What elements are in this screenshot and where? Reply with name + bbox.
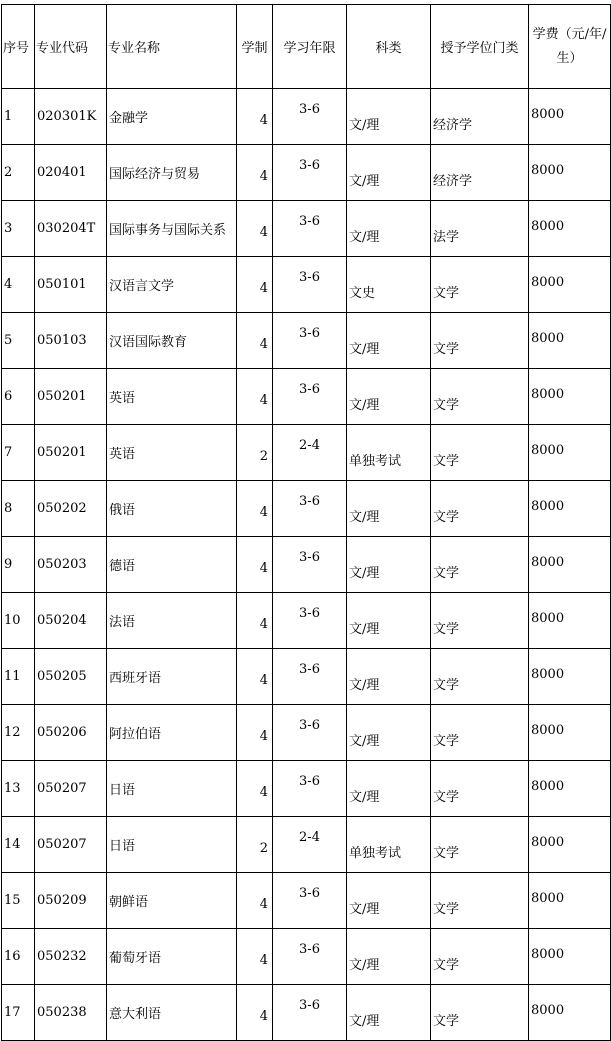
table-row [2,705,611,761]
index-cell [2,369,35,425]
majors-table [1,4,611,1041]
category-cell [347,817,431,873]
table-row [2,201,611,257]
table-row [2,929,611,985]
index-cell [2,761,35,817]
cell-text: 4 [259,169,268,184]
tuition-cell [529,425,611,481]
cell-text: 文学 [433,958,460,973]
tuition-cell [529,313,611,369]
major-name-cell [107,929,237,985]
cell-text: 4 [259,225,268,240]
cell-text: 1 [4,109,13,124]
cell-text: 4 [259,617,268,632]
degree-type-cell [431,481,529,537]
major-code-cell [35,257,107,313]
major-name-cell [107,425,237,481]
major-code-cell [35,313,107,369]
cell-text: 11 [4,669,21,684]
major-code-cell [35,481,107,537]
cell-text: 经济学 [433,174,473,189]
cell-text: 13 [4,781,21,796]
cell-text: 3-6 [299,718,320,733]
cell-text: 文/理 [349,566,380,581]
cell-text: 文学 [433,510,460,525]
study-years-cell [273,425,347,481]
category-cell [347,425,431,481]
category-cell [347,369,431,425]
index-cell [2,201,35,257]
tuition-cell [529,649,611,705]
tuition-cell [529,929,611,985]
cell-text: 14 [4,837,21,852]
degree-type-cell [431,425,529,481]
cell-text: 8000 [531,555,565,570]
cell-text: 17 [4,1005,21,1020]
major-name-cell [107,537,237,593]
cell-text: 国际事务与国际关系 [109,223,227,238]
duration-cell [237,593,273,649]
major-name-cell [107,873,237,929]
study-years-cell [273,761,347,817]
study-years-cell [273,89,347,145]
cell-text: 文/理 [349,1014,380,1029]
table-row [2,873,611,929]
header-category: 科类 [347,5,431,89]
cell-text: 2 [4,165,13,180]
table-row [2,761,611,817]
cell-text: 文/理 [349,958,380,973]
cell-text: 4 [259,337,268,352]
degree-type-cell [431,201,529,257]
cell-text: 文学 [433,566,460,581]
cell-text: 8000 [531,387,565,402]
cell-text: 5 [4,333,13,348]
major-name-cell [107,593,237,649]
cell-text: 文学 [433,398,460,413]
tuition-cell [529,593,611,649]
degree-type-cell [431,145,529,201]
major-code-cell [35,873,107,929]
category-cell [347,649,431,705]
cell-text: 7 [4,445,13,460]
cell-text: 3-6 [299,214,320,229]
cell-text: 8000 [531,947,565,962]
major-name-cell [107,705,237,761]
index-cell [2,425,35,481]
cell-text: 8000 [531,891,565,906]
study-years-cell [273,649,347,705]
cell-text: 8000 [531,443,565,458]
cell-text: 4 [4,277,13,292]
tuition-cell [529,705,611,761]
cell-text: 葡萄牙语 [109,951,162,966]
degree-type-cell [431,817,529,873]
study-years-cell [273,873,347,929]
major-code-cell [35,89,107,145]
category-cell [347,593,431,649]
cell-text: 050202 [37,501,87,516]
index-cell [2,985,35,1041]
cell-text: 10 [4,613,21,628]
cell-text: 4 [259,729,268,744]
study-years-cell [273,201,347,257]
header-index: 序号 [2,5,35,89]
cell-text: 3-6 [299,886,320,901]
cell-text: 050205 [37,669,87,684]
cell-text: 文学 [433,454,460,469]
table-row [2,313,611,369]
cell-text: 8000 [531,1003,565,1018]
cell-text: 英语 [109,391,136,406]
tuition-cell [529,817,611,873]
cell-text: 3-6 [299,662,320,677]
category-cell [347,145,431,201]
cell-text: 050207 [37,837,87,852]
cell-text: 050103 [37,333,87,348]
table-row [2,145,611,201]
cell-text: 8000 [531,275,565,290]
tuition-cell [529,89,611,145]
major-code-cell [35,649,107,705]
duration-cell [237,705,273,761]
cell-text: 文学 [433,678,460,693]
cell-text: 文/理 [349,174,380,189]
degree-type-cell [431,593,529,649]
duration-cell [237,929,273,985]
cell-text: 3-6 [299,942,320,957]
cell-text: 8000 [531,163,565,178]
degree-type-cell [431,705,529,761]
tuition-cell [529,369,611,425]
cell-text: 8000 [531,331,565,346]
cell-text: 8000 [531,219,565,234]
duration-cell [237,257,273,313]
cell-text: 朝鲜语 [109,895,149,910]
major-name-cell [107,369,237,425]
table-row [2,369,611,425]
tuition-cell [529,481,611,537]
header-degree-type: 授予学位门类 [431,5,529,89]
cell-text: 西班牙语 [109,671,162,686]
major-code-cell [35,537,107,593]
index-cell [2,537,35,593]
cell-text: 文学 [433,286,460,301]
cell-text: 050204 [37,613,87,628]
major-name-cell [107,761,237,817]
cell-text: 德语 [109,559,136,574]
category-cell [347,705,431,761]
major-code-cell [35,929,107,985]
cell-text: 意大利语 [109,1007,162,1022]
cell-text: 金融学 [109,111,149,126]
degree-type-cell [431,761,529,817]
cell-text: 3-6 [299,102,320,117]
cell-text: 阿拉伯语 [109,727,162,742]
major-name-cell [107,649,237,705]
tuition-cell [529,145,611,201]
header-major-name: 专业名称 [107,5,237,89]
category-cell [347,929,431,985]
degree-type-cell [431,873,529,929]
major-code-cell [35,593,107,649]
duration-cell [237,425,273,481]
cell-text: 020401 [37,165,87,180]
category-cell [347,201,431,257]
cell-text: 4 [259,953,268,968]
duration-cell [237,537,273,593]
cell-text: 单独考试 [349,454,402,469]
cell-text: 汉语言文学 [109,279,175,294]
table-row [2,817,611,873]
cell-text: 汉语国际教育 [109,335,188,350]
cell-text: 030204T [37,221,96,236]
cell-text: 单独考试 [349,846,402,861]
cell-text: 050238 [37,1005,87,1020]
table-row [2,257,611,313]
index-cell [2,705,35,761]
study-years-cell [273,593,347,649]
study-years-cell [273,817,347,873]
cell-text: 8 [4,501,13,516]
cell-text: 050232 [37,949,87,964]
cell-text: 法学 [433,230,460,245]
degree-type-cell [431,89,529,145]
index-cell [2,873,35,929]
study-years-cell [273,481,347,537]
cell-text: 050207 [37,781,87,796]
cell-text: 文/理 [349,342,380,357]
category-cell [347,313,431,369]
cell-text: 文学 [433,846,460,861]
cell-text: 050201 [37,389,87,404]
cell-text: 文/理 [349,734,380,749]
cell-text: 8000 [531,611,565,626]
header-row [2,5,611,89]
study-years-cell [273,929,347,985]
major-code-cell [35,761,107,817]
duration-cell [237,873,273,929]
tuition-cell [529,537,611,593]
cell-text: 文/理 [349,398,380,413]
duration-cell [237,145,273,201]
cell-text: 文/理 [349,118,380,133]
major-name-cell [107,817,237,873]
duration-cell [237,201,273,257]
degree-type-cell [431,649,529,705]
category-cell [347,89,431,145]
cell-text: 15 [4,893,21,908]
cell-text: 050201 [37,445,87,460]
cell-text: 俄语 [109,503,136,518]
index-cell [2,313,35,369]
cell-text: 9 [4,557,13,572]
major-name-cell [107,257,237,313]
study-years-cell [273,369,347,425]
degree-type-cell [431,985,529,1041]
study-years-cell [273,705,347,761]
cell-text: 文学 [433,902,460,917]
duration-cell [237,649,273,705]
table-row [2,89,611,145]
major-code-cell [35,369,107,425]
duration-cell [237,89,273,145]
cell-text: 经济学 [433,118,473,133]
cell-text: 文学 [433,342,460,357]
major-name-cell [107,89,237,145]
index-cell [2,257,35,313]
study-years-cell [273,537,347,593]
cell-text: 国际经济与贸易 [109,167,201,182]
cell-text: 文/理 [349,790,380,805]
cell-text: 4 [259,113,268,128]
degree-type-cell [431,537,529,593]
major-name-cell [107,985,237,1041]
major-code-cell [35,201,107,257]
duration-cell [237,369,273,425]
duration-cell [237,985,273,1041]
duration-cell [237,761,273,817]
header-major-code: 专业代码 [35,5,107,89]
cell-text: 4 [259,785,268,800]
cell-text: 文/理 [349,902,380,917]
index-cell [2,817,35,873]
cell-text: 4 [259,1009,268,1024]
cell-text: 8000 [531,723,565,738]
major-name-cell [107,145,237,201]
cell-text: 法语 [109,615,136,630]
cell-text: 2-4 [299,830,320,845]
cell-text: 3-6 [299,606,320,621]
cell-text: 12 [4,725,21,740]
cell-text: 050206 [37,725,87,740]
category-cell [347,985,431,1041]
cell-text: 3 [4,221,13,236]
cell-text: 8000 [531,107,565,122]
major-code-cell [35,985,107,1041]
tuition-cell [529,257,611,313]
tuition-cell [529,761,611,817]
index-cell [2,481,35,537]
cell-text: 4 [259,393,268,408]
cell-text: 文/理 [349,230,380,245]
table-row [2,593,611,649]
cell-text: 文史 [349,286,376,301]
header-duration: 学制 [237,5,273,89]
cell-text: 8000 [531,835,565,850]
major-name-cell [107,201,237,257]
tuition-cell [529,201,611,257]
cell-text: 8000 [531,779,565,794]
category-cell [347,257,431,313]
index-cell [2,929,35,985]
cell-text: 4 [259,281,268,296]
cell-text: 4 [259,561,268,576]
duration-cell [237,481,273,537]
cell-text: 文学 [433,734,460,749]
cell-text: 3-6 [299,550,320,565]
tuition-cell [529,873,611,929]
cell-text: 050209 [37,893,87,908]
table-row [2,537,611,593]
major-name-cell [107,313,237,369]
study-years-cell [273,313,347,369]
duration-cell [237,817,273,873]
category-cell [347,761,431,817]
cell-text: 文学 [433,790,460,805]
degree-type-cell [431,257,529,313]
cell-text: 020301K [37,109,97,124]
table-row [2,985,611,1041]
index-cell [2,145,35,201]
cell-text: 3-6 [299,998,320,1013]
table-row [2,481,611,537]
cell-text: 日语 [109,839,136,854]
study-years-cell [273,985,347,1041]
cell-text: 3-6 [299,382,320,397]
cell-text: 2 [259,841,268,856]
tuition-cell [529,985,611,1041]
cell-text: 4 [259,897,268,912]
cell-text: 英语 [109,447,136,462]
cell-text: 文学 [433,1014,460,1029]
table-row [2,649,611,705]
cell-text: 2-4 [299,438,320,453]
degree-type-cell [431,313,529,369]
index-cell [2,649,35,705]
degree-type-cell [431,929,529,985]
cell-text: 文/理 [349,510,380,525]
major-code-cell [35,817,107,873]
cell-text: 3-6 [299,326,320,341]
major-code-cell [35,425,107,481]
cell-text: 3-6 [299,494,320,509]
cell-text: 3-6 [299,158,320,173]
study-years-cell [273,257,347,313]
table-row [2,425,611,481]
cell-text: 050203 [37,557,87,572]
cell-text: 8000 [531,499,565,514]
category-cell [347,537,431,593]
cell-text: 文学 [433,622,460,637]
cell-text: 2 [259,449,268,464]
major-code-cell [35,705,107,761]
cell-text: 8000 [531,667,565,682]
index-cell [2,89,35,145]
major-name-cell [107,481,237,537]
cell-text: 文/理 [349,678,380,693]
header-tuition: 学费（元/年/生） [529,5,611,89]
cell-text: 6 [4,389,13,404]
major-code-cell [35,145,107,201]
cell-text: 3-6 [299,270,320,285]
cell-text: 050101 [37,277,87,292]
cell-text: 4 [259,673,268,688]
header-study-years: 学习年限 [273,5,347,89]
cell-text: 文/理 [349,622,380,637]
duration-cell [237,313,273,369]
cell-text: 日语 [109,783,136,798]
category-cell [347,873,431,929]
category-cell [347,481,431,537]
index-cell [2,593,35,649]
cell-text: 4 [259,505,268,520]
study-years-cell [273,145,347,201]
cell-text: 3-6 [299,774,320,789]
cell-text: 16 [4,949,21,964]
degree-type-cell [431,369,529,425]
